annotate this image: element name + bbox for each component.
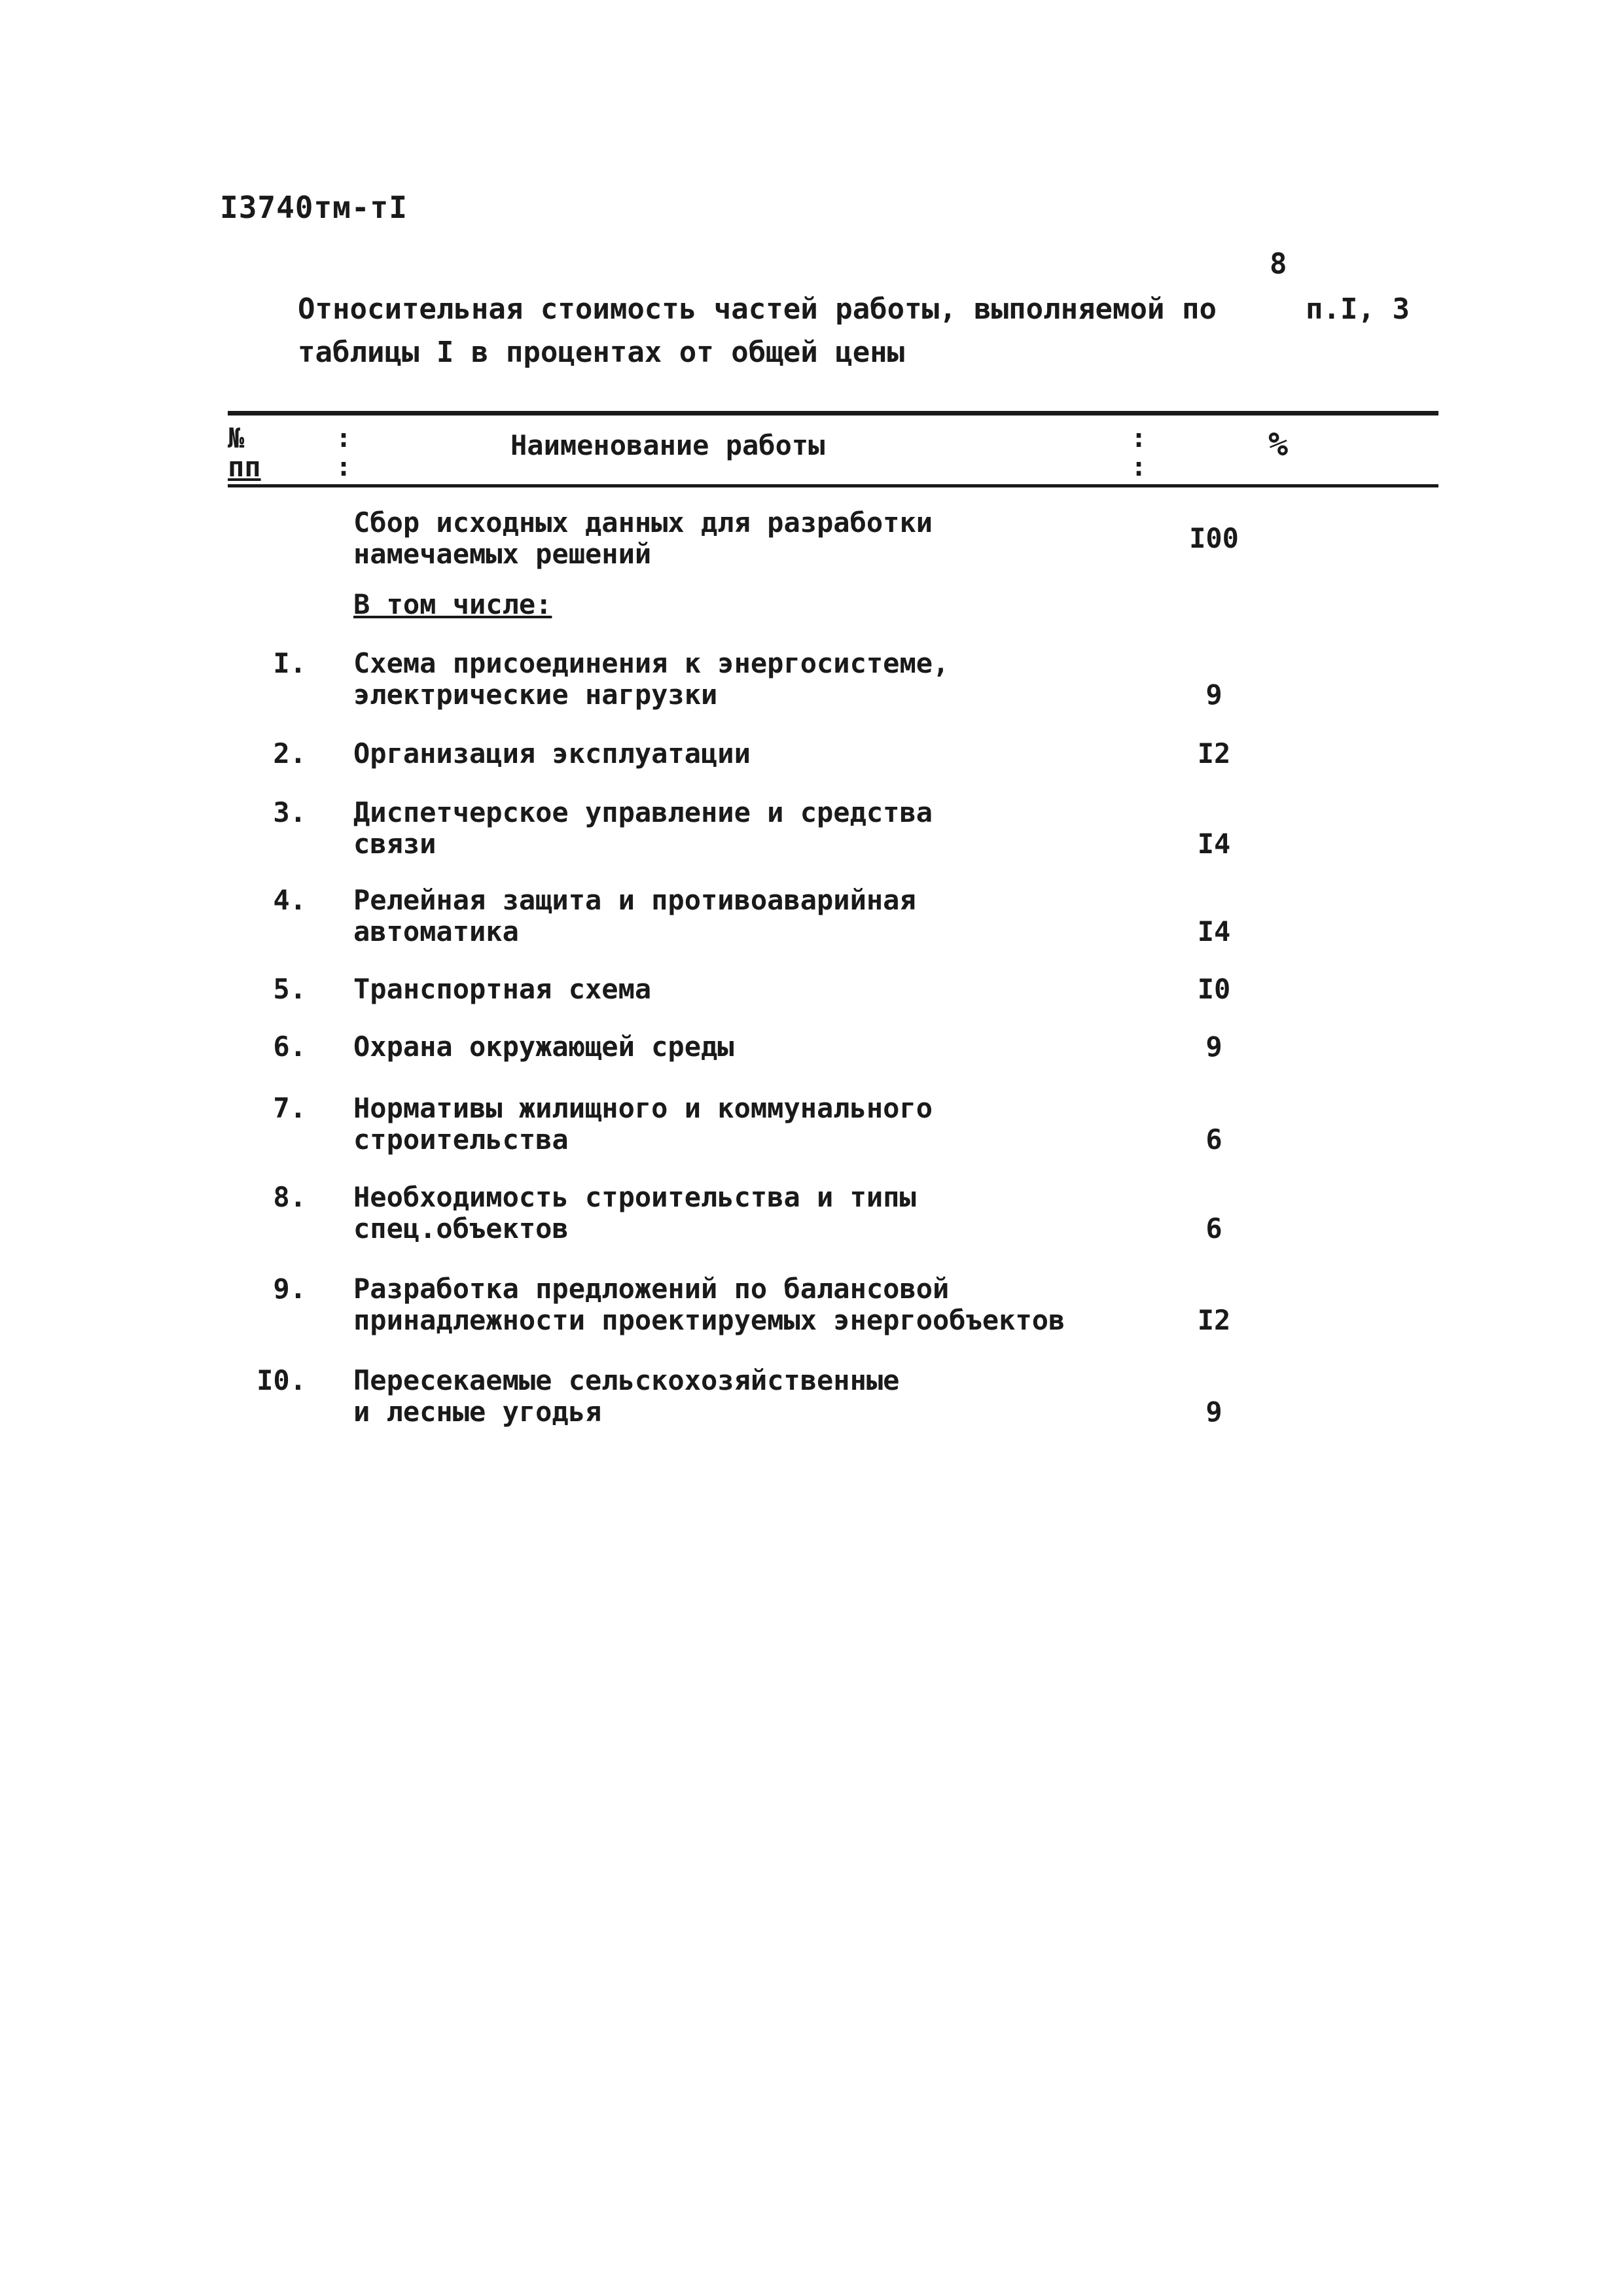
column-number-sublabel: пп	[228, 451, 261, 483]
table-header	[228, 424, 1438, 483]
column-separator	[336, 424, 351, 482]
row-percent: I00	[1189, 522, 1239, 554]
row-number: I.	[273, 647, 306, 679]
document-code: I3740тм-тI	[220, 190, 408, 225]
row-number: I0.	[257, 1364, 306, 1396]
row-number: 4.	[273, 884, 306, 916]
row-number: 9.	[273, 1273, 306, 1305]
heading-reference: п.I, 3	[1306, 292, 1410, 326]
row-name: Охрана окружающей среды	[353, 1031, 734, 1063]
column-percent-header: %	[1268, 425, 1289, 463]
separator-mark: :	[336, 423, 352, 453]
heading-line-2: таблицы I в процентах от общей цены	[298, 336, 905, 369]
row-number: 5.	[273, 973, 306, 1005]
separator-mark: :	[1131, 452, 1147, 482]
row-name: Диспетчерское управление и средства связи	[353, 796, 933, 860]
table-header-rule	[228, 484, 1438, 487]
column-name-header: Наименование работы	[510, 429, 825, 461]
row-number: 8.	[273, 1181, 306, 1213]
heading-line-1: Относительная стоимость частей работы, выполняемой по	[298, 292, 1217, 326]
row-percent: I4	[1197, 915, 1231, 947]
column-number-label: №	[228, 422, 245, 454]
row-percent: 9	[1205, 1031, 1222, 1063]
row-percent: I4	[1197, 828, 1231, 860]
row-name: Организация эксплуатации	[353, 737, 751, 769]
row-number: 2.	[273, 737, 306, 769]
row-name: В том числе:	[353, 588, 552, 620]
row-name: Разработка предложений по балансовой принадлежности проектируемых энергообъектов	[353, 1273, 1065, 1336]
row-percent: I2	[1197, 1304, 1231, 1336]
column-number-header	[228, 424, 274, 482]
column-separator	[1131, 424, 1147, 482]
row-percent: 6	[1205, 1212, 1222, 1245]
row-percent: I0	[1197, 973, 1231, 1005]
separator-mark: :	[336, 452, 352, 482]
row-name: Пересекаемые сельскохозяйственные и лесные угодья	[353, 1364, 900, 1428]
row-percent: 6	[1205, 1123, 1222, 1156]
row-name: Нормативы жилищного и коммунального строительства	[353, 1092, 933, 1156]
row-name: Транспортная схема	[353, 973, 652, 1005]
row-number: 3.	[273, 796, 306, 828]
row-name: Релейная защита и противоаварийная автоматика	[353, 884, 916, 947]
row-percent: 9	[1205, 1396, 1222, 1428]
table-heading	[298, 288, 1450, 374]
row-name: Схема присоединения к энергосистеме, электрические нагрузки	[353, 647, 950, 711]
row-number: 7.	[273, 1092, 306, 1124]
row-name: Необходимость строительства и типы спец.объектов	[353, 1181, 916, 1245]
row-percent: I2	[1197, 737, 1231, 769]
row-percent: 9	[1205, 679, 1222, 711]
table-top-rule	[228, 411, 1438, 415]
row-number: 6.	[273, 1031, 306, 1063]
row-name: Сбор исходных данных для разработки намечаемых решений	[353, 506, 933, 570]
page-number: 8	[1270, 247, 1287, 281]
separator-mark: :	[1131, 423, 1147, 453]
